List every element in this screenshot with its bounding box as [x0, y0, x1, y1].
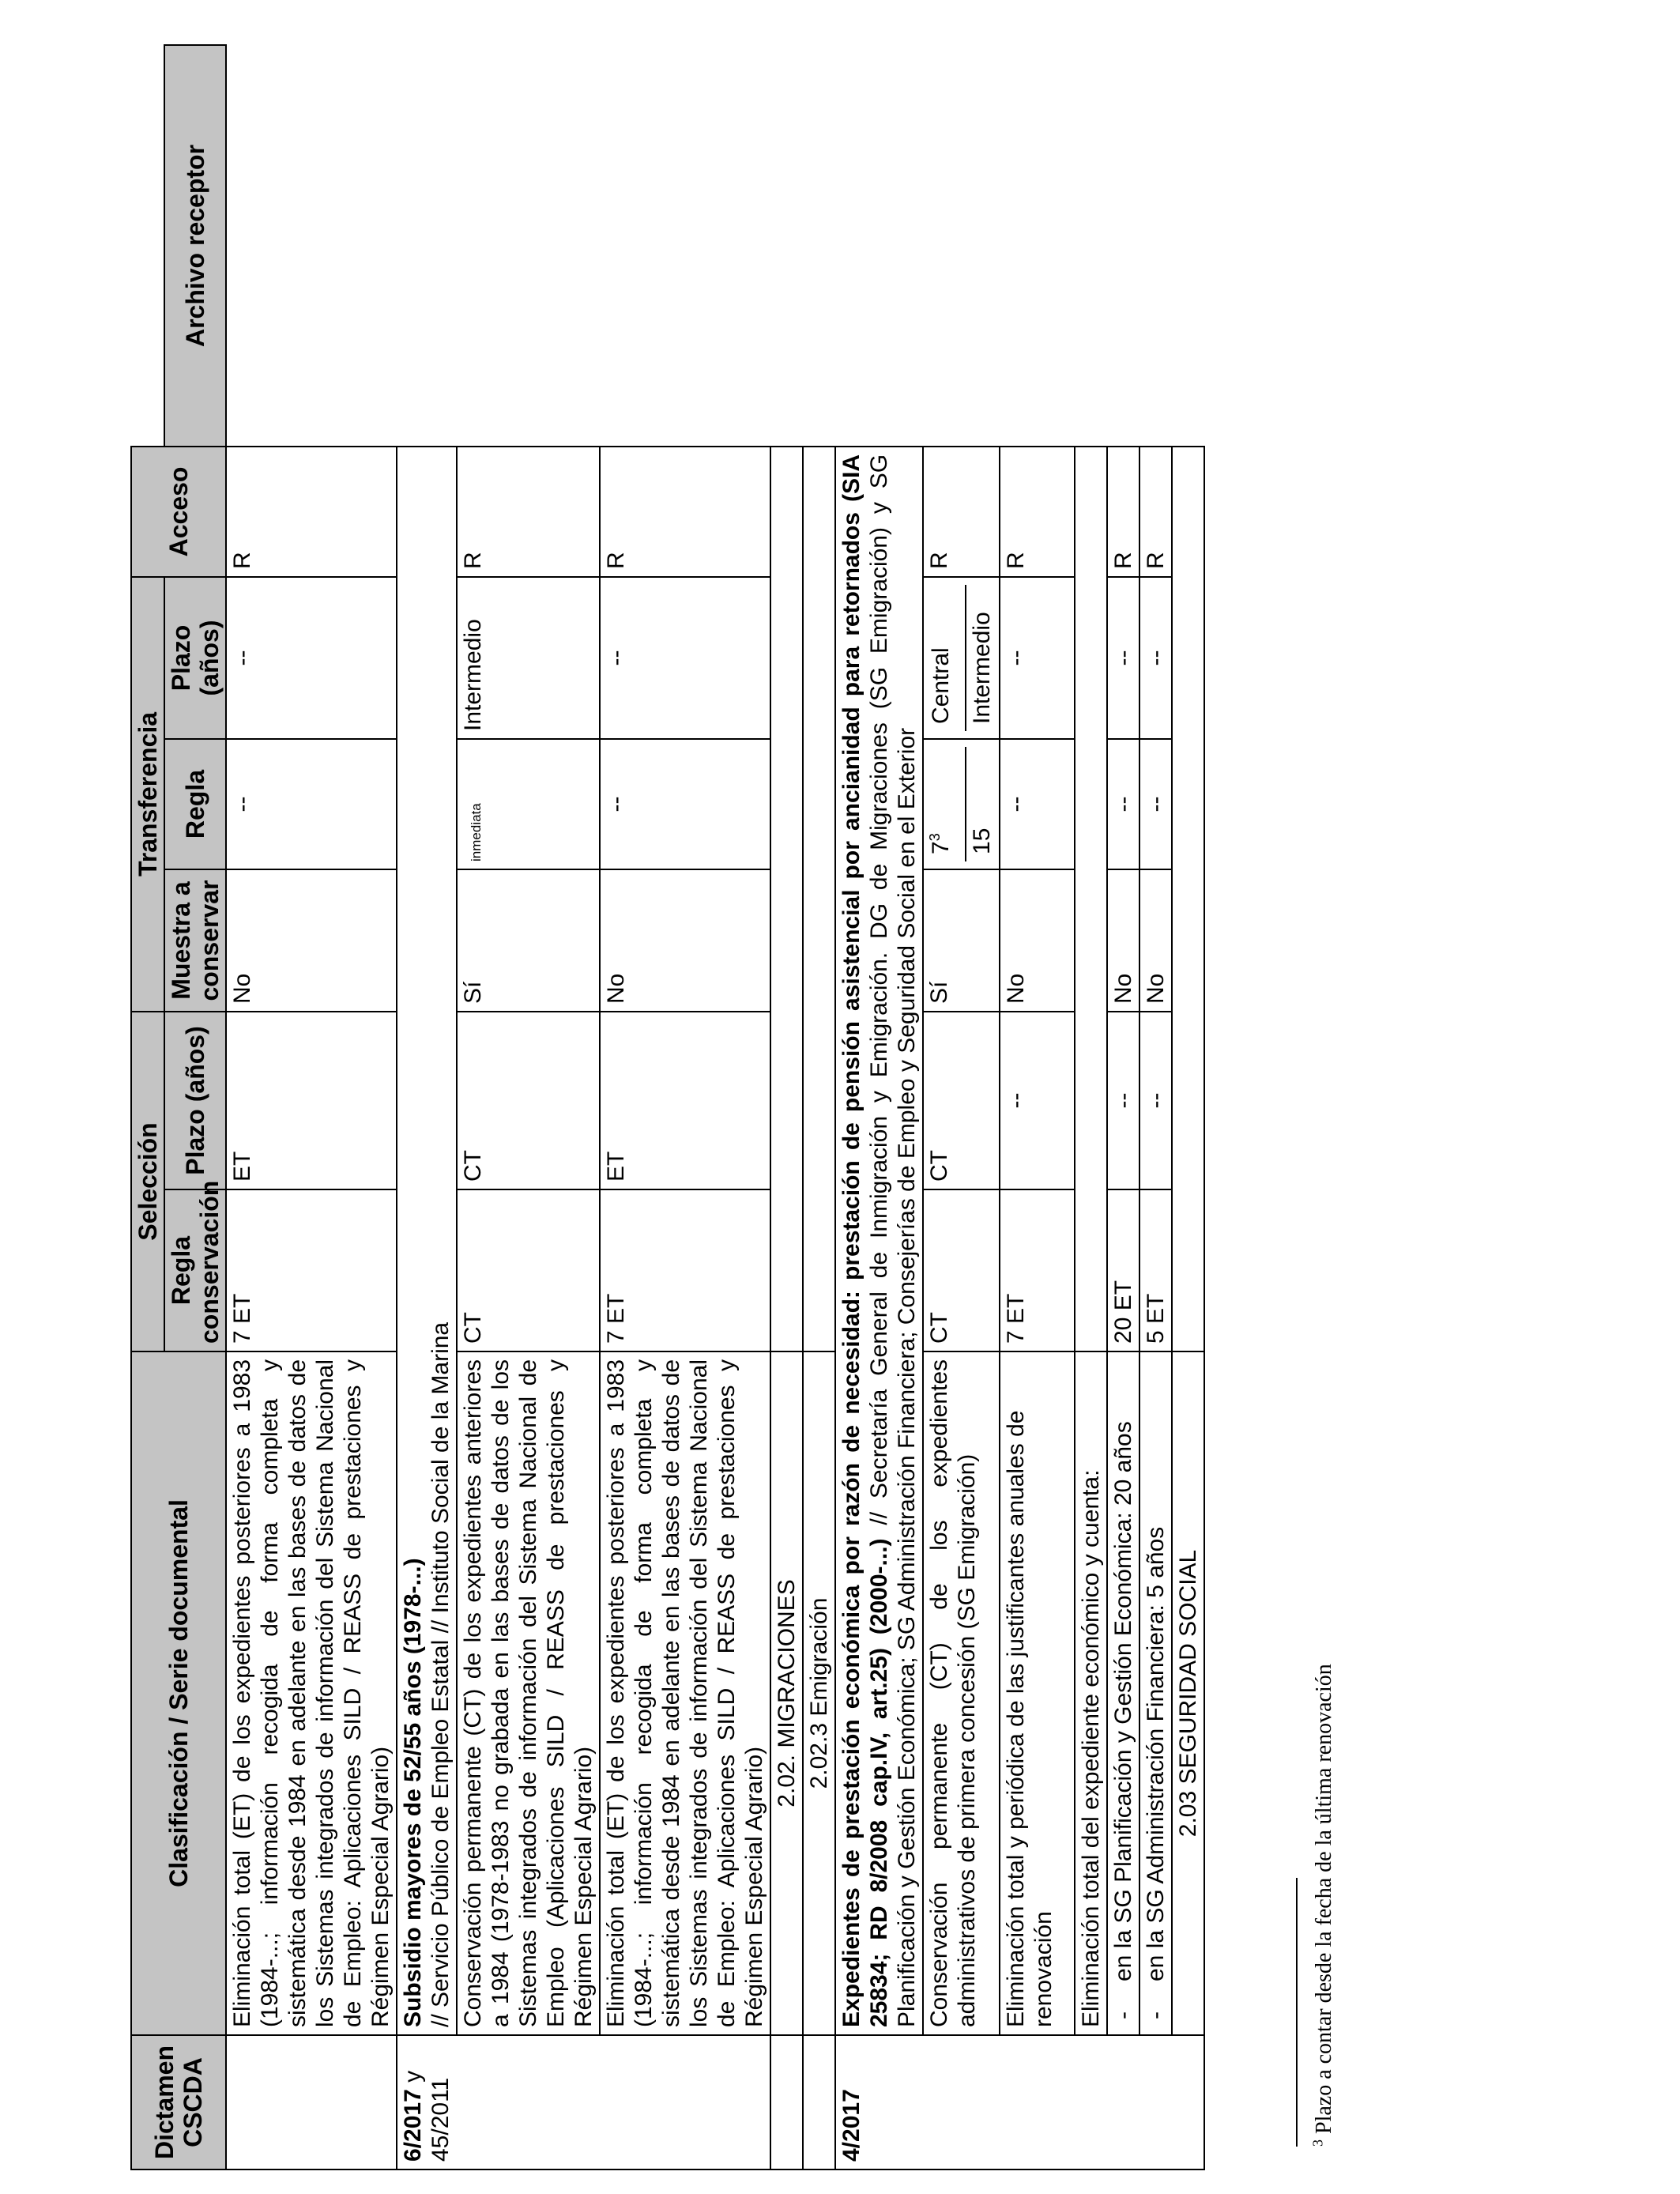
- table-row: [803, 45, 835, 2169]
- serie-text: Eliminación total (ET) de los expedientes posteriores a 1983 (1984-...; información recogida de forma completa y sistemática desde 1984 en adelante en las bases de datos de los Sistemas integrados de información del Sistema Nacional de Empleo: Aplicaciones SILD / REASS de prestaciones y Régimen Especial Agrario): [226, 1351, 397, 2035]
- footnote-rule: [1296, 1878, 1298, 2147]
- acceso-cell: R: [1107, 447, 1139, 577]
- table-row: [1107, 45, 1139, 2169]
- serie-text: Eliminación total (ET) de los expedientes posteriores a 1983 (1984-...; información recogida de forma completa y sistemática desde 1984 en adelante en las bases de datos de los Sistemas integrados de información del Sistema Nacional de Empleo: Aplicaciones SILD / REASS de prestaciones y Régimen Especial Agrario): [600, 1351, 770, 2035]
- archivo-cell: --: [1139, 577, 1172, 739]
- header-regla: Regla: [164, 739, 226, 869]
- header-acceso: Acceso: [131, 447, 226, 577]
- archivo-intermedio: Intermedio: [969, 612, 995, 724]
- header-plazo-transferencia: Plazo (años): [164, 577, 226, 739]
- section-heading: 2.02. MIGRACIONES: [770, 1351, 803, 2035]
- muestra-cell: --: [1000, 1012, 1075, 1189]
- acceso-cell: R: [1000, 447, 1075, 577]
- serie-text: -en la SG Administración Financiera: 5 años: [1139, 1351, 1172, 2035]
- archivo-cell: --: [1107, 577, 1139, 739]
- muestra-cell: --: [1107, 1012, 1139, 1189]
- transfer-plazo-cell: --: [1000, 739, 1075, 869]
- regla-cell: No: [1000, 869, 1075, 1012]
- transfer-plazo-cell: --: [600, 739, 770, 869]
- empty-cell: [770, 447, 803, 1351]
- section-heading: 2.03 SEGURIDAD SOCIAL: [1172, 1351, 1204, 2035]
- table-row: [600, 45, 770, 2169]
- header-clasificacion: Clasificación / Serie documental: [131, 1351, 226, 2035]
- footnote-text: Plazo a contar desde la fecha de la última renovación: [1312, 1664, 1336, 2134]
- header-row-1: [131, 45, 164, 2169]
- empty-cell: [1172, 447, 1204, 1351]
- table-row: [923, 45, 1000, 2169]
- transfer-plazo-intermedio: 15: [969, 827, 995, 854]
- dictamen-cell: [397, 2035, 770, 2169]
- empty-cell: [1075, 447, 1107, 1351]
- table-row: [770, 45, 803, 2169]
- series-organism: // Secretaría General de Inmigración y Emigración. DG de Migraciones (SG Emigración) y SG Planificación y Gestión Económica; SG Administración Financiera; Consejerías de Empleo y Seguridad Social en el Exterior: [866, 454, 920, 2027]
- header-dictamen: Dictamen CSCDA: [131, 2035, 226, 2169]
- table-row: [397, 45, 457, 2169]
- footnote-ref: 3: [927, 833, 943, 842]
- plazo-cell: CT: [923, 1189, 1000, 1351]
- acceso-cell: R: [600, 447, 770, 577]
- regla-cell: No: [226, 869, 397, 1012]
- plazo-cell: 7 ET: [226, 1189, 397, 1351]
- serie-text: Conservación permanente (CT) de los expedientes anteriores a 1984 (1978-1983 no grabada en las bases de datos de los Sistemas integrados de información del Sistema Nacional de Empleo (Aplicaciones SILD / REASS de prestaciones y Régimen Especial Agrario): [457, 1351, 600, 2035]
- archivo-cell: --: [600, 577, 770, 739]
- muestra-cell: ET: [600, 1012, 770, 1189]
- acceso-cell: R: [457, 447, 600, 577]
- regla-cell: Sí: [457, 869, 600, 1012]
- transfer-plazo-central: $7^3$: [925, 747, 966, 861]
- bullet-dash: -: [1143, 2011, 1169, 2019]
- header-regla-conservacion: Regla conservación: [164, 1189, 226, 1351]
- header-transferencia: Transferencia: [131, 577, 164, 1012]
- series-title: Expedientes de prestación económica por razón de necesidad: prestación de pensión asistencial por ancianidad para retornados (SIA 25834; RD 8/2008 cap.IV, art.25) (2000-...): [838, 454, 892, 2027]
- muestra-cell: CT: [923, 1012, 1000, 1189]
- plazo-cell: CT: [457, 1189, 600, 1351]
- table-row: [1075, 45, 1107, 2169]
- series-organism: // Servicio Público de Empleo Estatal // Instituto Social de la Marina: [428, 1321, 454, 2027]
- dictamen-cell: 4/2017: [835, 2035, 1204, 2169]
- serie-text: -en la SG Planificación y Gestión Económica: 20 años: [1107, 1351, 1139, 2035]
- dictamen-number: 6/2017: [400, 2089, 426, 2162]
- transfer-plazo-cell: [923, 739, 1000, 869]
- serie-text: Eliminación total del expediente económico y cuenta:: [1075, 1351, 1107, 2035]
- subsection-heading: 2.02.3 Emigración: [803, 1351, 835, 2035]
- regla-cell: No: [1139, 869, 1172, 1012]
- footnote: [1309, 1664, 1337, 2147]
- empty-cell: [803, 447, 835, 1351]
- acceso-cell: R: [923, 447, 1000, 577]
- plazo-cell: 7 ET: [1000, 1189, 1075, 1351]
- bullet-dash: -: [1110, 2011, 1136, 2019]
- dictamen-cell: [226, 2035, 397, 2169]
- archivo-cell: --: [226, 577, 397, 739]
- table-row: [835, 45, 923, 2169]
- plazo-cell: 20 ET: [1107, 1189, 1139, 1351]
- regla-cell: Sí: [923, 869, 1000, 1012]
- muestra-cell: CT: [457, 1012, 600, 1189]
- table-row: [1000, 45, 1075, 2169]
- dictamen-cell: [770, 2035, 803, 2169]
- muestra-cell: --: [1139, 1012, 1172, 1189]
- retention-schedule-table: [130, 44, 1205, 2170]
- acceso-cell: R: [1139, 447, 1172, 577]
- transfer-plazo-cell: --: [226, 739, 397, 869]
- acceso-cell: R: [226, 447, 397, 577]
- header-muestra: Muestra a conservar: [164, 869, 226, 1012]
- series-heading: [397, 447, 457, 2035]
- table-row: [226, 45, 397, 2169]
- transfer-plazo-text: inmediata: [469, 803, 484, 861]
- serie-text: Conservación permanente (CT) de los expedientes administrativos de primera concesión (SG Emigración): [923, 1351, 1000, 2035]
- table-row: [1139, 45, 1172, 2169]
- archivo-cell: --: [1000, 577, 1075, 739]
- transfer-plazo-cell: [457, 739, 600, 869]
- footnote-mark: 3: [1309, 2139, 1326, 2147]
- dictamen-cell: [803, 2035, 835, 2169]
- series-heading: [835, 447, 923, 2035]
- regla-cell: No: [600, 869, 770, 1012]
- header-archivo-receptor: Archivo receptor: [164, 45, 226, 447]
- dictamen-extra: y 45/2011: [400, 2070, 454, 2162]
- series-title: Subsidio mayores de 52/55 años (1978-...): [400, 1558, 426, 2027]
- transfer-plazo-cell: --: [1107, 739, 1139, 869]
- archivo-central: Central: [925, 585, 966, 731]
- plazo-cell: 7 ET: [600, 1189, 770, 1351]
- table-row: [457, 45, 600, 2169]
- muestra-cell: ET: [226, 1012, 397, 1189]
- regla-cell: No: [1107, 869, 1139, 1012]
- plazo-cell: 5 ET: [1139, 1189, 1172, 1351]
- archivo-cell: [923, 577, 1000, 739]
- header-seleccion: Selección: [131, 1012, 164, 1351]
- transfer-plazo-cell: --: [1139, 739, 1172, 869]
- archivo-cell: Intermedio: [457, 577, 600, 739]
- table-row: [1172, 45, 1204, 2169]
- header-plazo: Plazo (años): [164, 1012, 226, 1189]
- serie-text: Eliminación total y periódica de las justificantes anuales de renovación: [1000, 1351, 1075, 2035]
